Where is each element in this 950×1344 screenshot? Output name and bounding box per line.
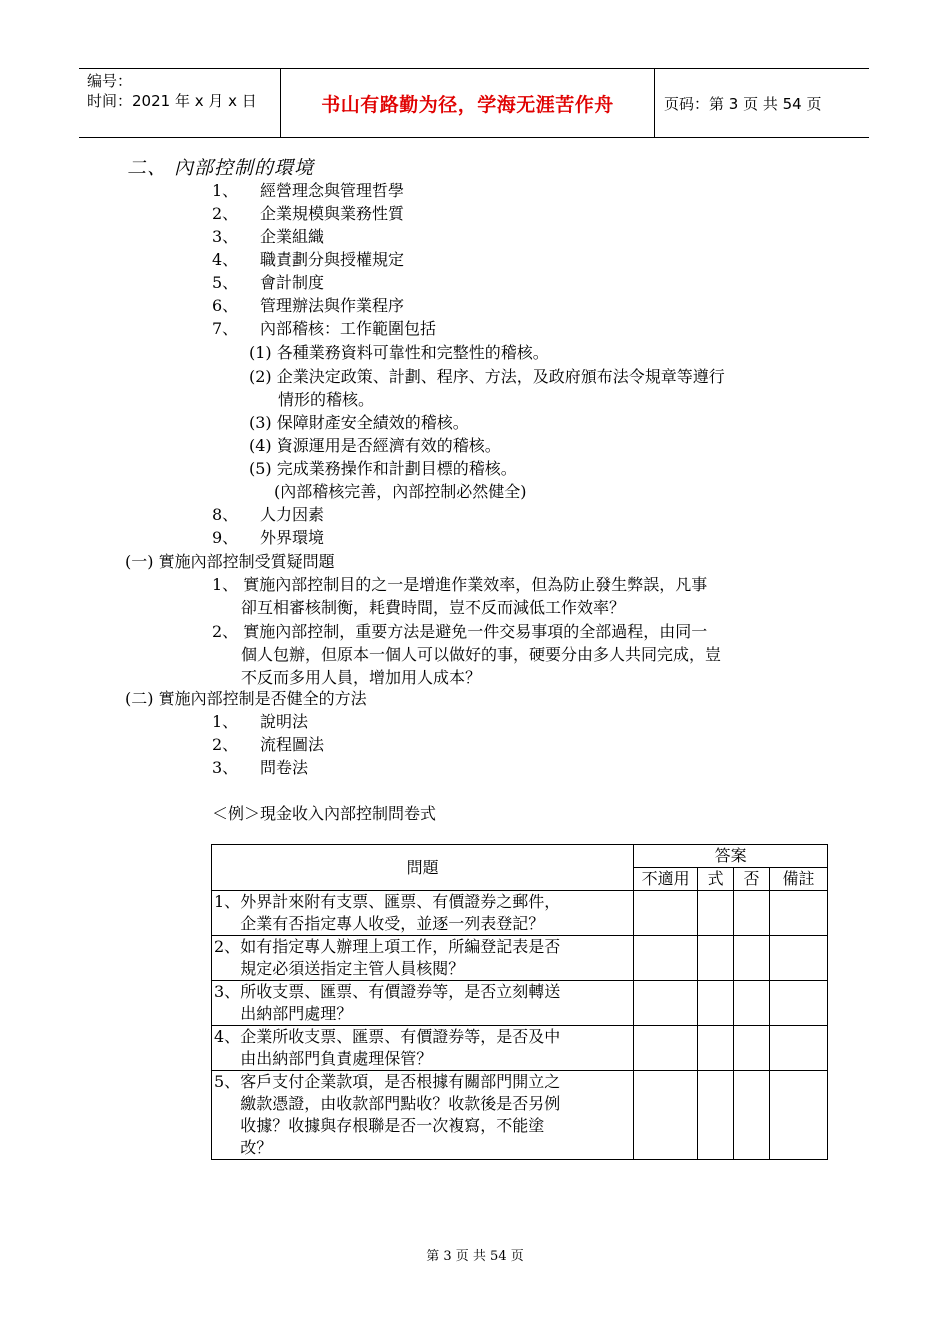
code-label: 编号： [87,72,133,90]
page-header [79,68,869,138]
header-motto: 书山有路勤为径，学海无涯苦作舟 [281,69,655,137]
paragraph-line: 卻互相審核制衡，耗費時間，豈不反而減低工作效率？ [241,598,626,617]
list-item: 2、 企業規模與業務性質 [212,204,405,223]
paragraph-line: 不反而多用人員，增加用人成本？ [241,668,482,687]
time-label: 时间：2021 年 x 月 x 日 [87,92,257,110]
remark-cell[interactable] [770,936,828,981]
answer-col-header: 不適用 [634,868,698,891]
list-item: 3、 企業組織 [212,227,325,246]
audit-scope-note: (內部稽核完善，內部控制必然健全) [274,482,527,501]
answer-cell[interactable] [698,936,734,981]
answer-cell[interactable] [698,981,734,1026]
subsection-title: (二) 實施內部控制是否健全的方法 [125,689,367,708]
paragraph-line: 2、 實施內部控制，重要方法是避免一件交易事項的全部過程，由同一 [212,622,708,641]
questionnaire-table [211,844,828,1160]
section-title: 二、 內部控制的環境 [127,157,315,179]
answer-col-header: 式 [698,868,734,891]
answer-cell[interactable] [698,1026,734,1071]
audit-scope-item: (1) 各種業務資料可靠性和完整性的稽核。 [249,343,549,362]
example-title: ＜例＞現金收入內部控制問卷式 [212,804,437,823]
header-meta [79,69,281,137]
remark-cell[interactable] [770,981,828,1026]
answer-cell[interactable] [634,936,698,981]
audit-scope-item: (2) 企業決定政策、計劃、程序、方法，及政府頒布法令規章等遵行 [249,367,725,386]
answer-cell[interactable] [734,1071,770,1160]
table-row [212,1071,828,1160]
table-row [212,1026,828,1071]
list-item: 1、 經營理念與管理哲學 [212,181,405,200]
audit-scope-item: 情形的稽核。 [278,390,375,409]
answer-col-header: 否 [734,868,770,891]
list-item: 9、 外界環境 [212,528,325,547]
question-cell: 4、 企業所收支票、匯票、有價證券等，是否及中 由出納部門負責處理保管？ [212,1026,634,1071]
header-page-number: 页码：第 3 页 共 54 页 [664,94,822,113]
remark-cell[interactable] [770,1026,828,1071]
list-item: 6、 管理辦法與作業程序 [212,296,405,315]
question-cell: 1、 外界計來附有支票、匯票、有價證券之郵件， 企業有否指定專人收受，並逐一列表登記？ [212,891,634,936]
list-item: 7、 內部稽核：工作範圍包括 [212,319,437,338]
answer-cell[interactable] [634,1071,698,1160]
question-header: 問題 [212,845,634,891]
question-cell: 2、 如有指定專人辦理上項工作，所編登記表是否 規定必須送指定主管人員核閱？ [212,936,634,981]
subsection-title: (一) 實施內部控制受質疑問題 [125,552,335,571]
table-row [212,981,828,1026]
question-cell: 5、 客戶支付企業款項，是否根據有關部門開立之 繳款憑證，由收款部門點收？收款後是否另例 收據？收據與存根聯是否一次複寫，不能塗 改？ [212,1071,634,1160]
list-item: 8、 人力因素 [212,505,325,524]
answer-cell[interactable] [734,936,770,981]
table-row [212,936,828,981]
answer-header: 答案 [634,845,828,868]
answer-cell[interactable] [634,891,698,936]
answer-cell[interactable] [634,981,698,1026]
list-item: 3、 問卷法 [212,758,309,777]
table-row [212,891,828,936]
audit-scope-item: (5) 完成業務操作和計劃目標的稽核。 [249,459,517,478]
remark-cell[interactable] [770,891,828,936]
answer-cell[interactable] [734,981,770,1026]
list-item: 5、 會計制度 [212,273,325,292]
remark-cell[interactable] [770,1071,828,1160]
answer-cell[interactable] [734,1026,770,1071]
answer-col-header: 備註 [770,868,828,891]
answer-cell[interactable] [634,1026,698,1071]
audit-scope-item: (3) 保障財產安全績效的稽核。 [249,413,469,432]
paragraph-line: 1、 實施內部控制目的之一是增進作業效率，但為防止發生弊誤，凡事 [212,575,708,594]
answer-cell[interactable] [698,1071,734,1160]
paragraph-line: 個人包辦，但原本一個人可以做好的事，硬要分由多人共同完成，豈 [241,645,722,664]
audit-scope-item: (4) 資源運用是否經濟有效的稽核。 [249,436,501,455]
answer-cell[interactable] [734,891,770,936]
question-cell: 3、 所收支票、匯票、有價證券等，是否立刻轉送 出納部門處理？ [212,981,634,1026]
list-item: 2、 流程圖法 [212,735,325,754]
list-item: 4、 職責劃分與授權規定 [212,250,405,269]
list-item: 1、 說明法 [212,712,309,731]
answer-cell[interactable] [698,891,734,936]
page-footer: 第 3 页 共 54 页 [426,1249,524,1264]
